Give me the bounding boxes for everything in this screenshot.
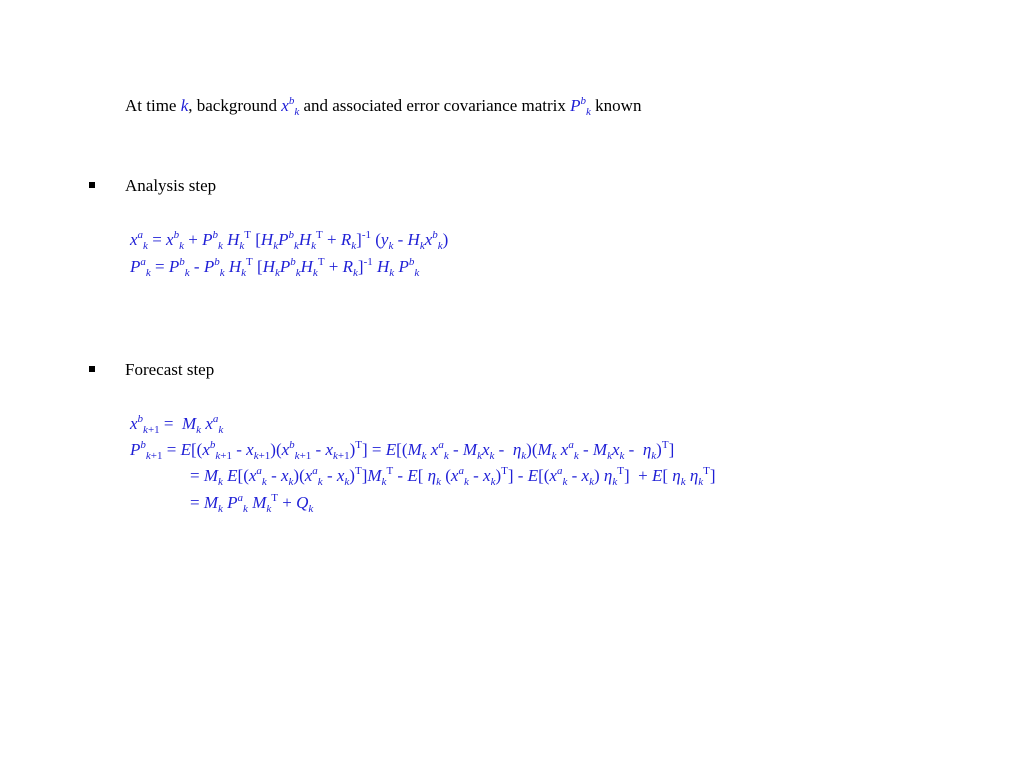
intro-line (125, 96, 641, 116)
forecast-equation-2: $P^b_{k+1} = E[(x^b_{k+1} - x_{k+1})(x^b_{k+1} - x_{k+1})^T] = E[(M_k$ $x^a_k - M_kx_k - \eta_k)(M_k$ $x^a_k - M_kx_k - \eta_k)^T$] (130, 439, 675, 462)
analysis-equation-1: $x^a_k = x^b_k + P^b_k$ $H_k^T$ $[H_kP^b_kH_k^T + R_k]^{-1}$ $(y_k - H_kx^b_k)$ (130, 229, 449, 252)
forecast-equation-1: $x^b_{k+1} = M_k$ $x^a_k$ (130, 413, 224, 436)
forecast-heading: Forecast step (125, 360, 215, 379)
analysis-bullet (89, 182, 95, 188)
forecast-equation-4: = $M_k$ $P^a_k$ $M_k^T + Q_k$ (190, 492, 314, 515)
intro-background-symbol: $x^b_k$ (281, 95, 300, 118)
intro-text-3: and associated error covariance matrix (299, 96, 571, 115)
forecast-equation-3: = $M_k$ $E[(x^a_k - x_k)(x^a_k - x_k)^T]M_k^T - E$[ $\eta_k$ $(x^a_k - x_k)^T] - E[(x^a_k - x_k) \eta_k^T] + E$[ $\eta_k$ $\eta_k^T$] (190, 465, 716, 488)
intro-text-1: At time (125, 96, 181, 115)
forecast-bullet (89, 366, 95, 372)
intro-covariance-symbol: $P^b_k$ (570, 95, 591, 118)
intro-time-symbol: k (180, 96, 189, 115)
analysis-equation-2: $P^a_k = P^b_k - P^b_k$ $H_k^T$ $[H_kP^b_kH_k^T + R_k]^{-1}$ $H_k$ $P^b_k$ (130, 256, 420, 279)
intro-text-2: , background (188, 96, 282, 115)
intro-text-4: known (590, 96, 642, 115)
analysis-heading: Analysis step (125, 176, 217, 195)
